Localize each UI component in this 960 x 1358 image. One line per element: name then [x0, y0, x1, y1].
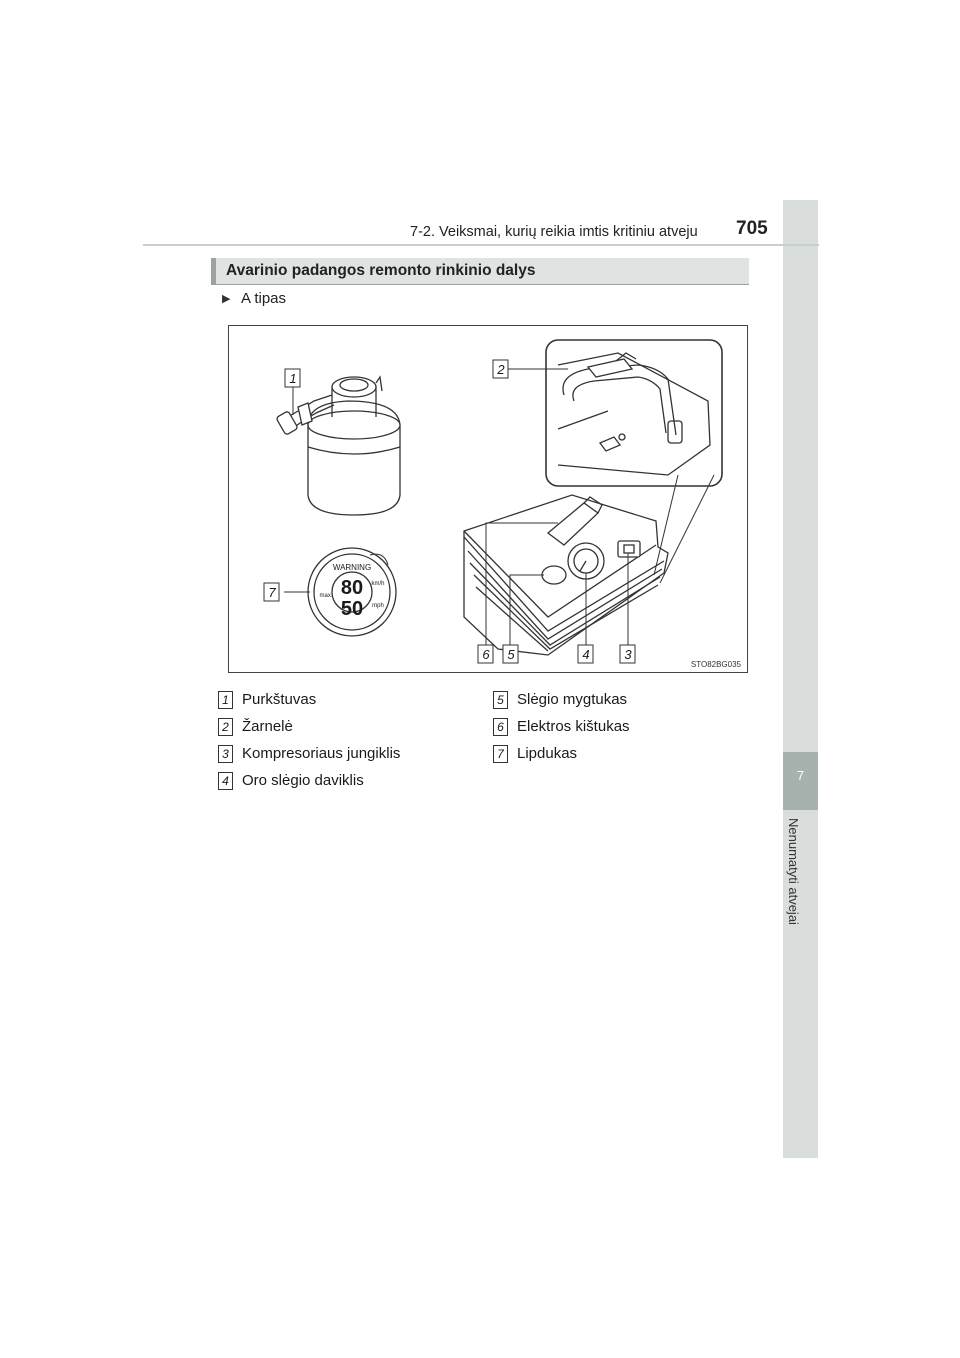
legend-label: Slėgio mygtukas — [517, 691, 628, 708]
legend-label: Oro slėgio daviklis — [242, 772, 364, 789]
legend-label: Elektros kištukas — [517, 718, 630, 735]
sticker-warning: WARNING — [332, 563, 372, 572]
sticker-max: max. — [319, 593, 333, 599]
svg-text:3: 3 — [624, 647, 632, 662]
legend-label: Kompresoriaus jungiklis — [242, 745, 401, 762]
svg-text:6: 6 — [482, 647, 490, 662]
subtype-label: A tipas — [241, 290, 287, 307]
sticker-speed-kmh: 80 — [340, 577, 364, 599]
compressor-drawing — [464, 495, 668, 655]
legend-number: 3 — [218, 745, 233, 763]
callout-7 — [264, 583, 279, 601]
legend-label: Žarnelė — [242, 718, 293, 735]
sticker-unit-mph: mph — [372, 603, 384, 609]
legend-label: Lipdukas — [517, 745, 578, 762]
figure-code: STO82BG035 — [690, 660, 741, 669]
sticker-speed-mph: 50 — [340, 598, 364, 620]
page-number: 705 — [736, 218, 768, 239]
section-bar-accent — [211, 258, 216, 284]
side-tab-chapter-label: Nenumatyti atvejai — [786, 818, 801, 925]
callout-6 — [478, 645, 493, 663]
svg-text:4: 4 — [582, 647, 590, 662]
legend-number: 7 — [493, 745, 508, 763]
svg-text:7: 7 — [268, 585, 276, 600]
side-tab — [783, 200, 818, 1158]
callout-3 — [620, 645, 635, 663]
svg-text:2: 2 — [497, 362, 505, 377]
svg-text:5: 5 — [507, 647, 515, 662]
bullet-triangle-icon: ▶ — [222, 293, 231, 305]
callout-4 — [578, 645, 593, 663]
legend-number: 5 — [493, 691, 508, 709]
hose-inset-drawing — [546, 340, 722, 486]
repair-kit-illustration — [228, 325, 748, 673]
header-divider — [143, 244, 819, 246]
svg-text:1: 1 — [289, 371, 297, 386]
callout-5 — [503, 645, 518, 663]
legend-number: 6 — [493, 718, 508, 736]
section-title: Avarinio padangos remonto rinkinio dalys — [226, 262, 536, 279]
side-tab-chapter-number: 7 — [796, 768, 805, 783]
chapter-title: 7-2. Veiksmai, kurių reikia imtis kritiniu atveju — [410, 224, 698, 240]
sealant-bottle-drawing — [276, 377, 400, 515]
legend-number: 1 — [218, 691, 233, 709]
callout-1 — [285, 369, 300, 387]
legend-label: Purkštuvas — [242, 691, 317, 708]
callout-2 — [493, 360, 508, 378]
legend-number: 4 — [218, 772, 233, 790]
sticker-unit-kmh: km/h — [371, 581, 385, 587]
legend-number: 2 — [218, 718, 233, 736]
